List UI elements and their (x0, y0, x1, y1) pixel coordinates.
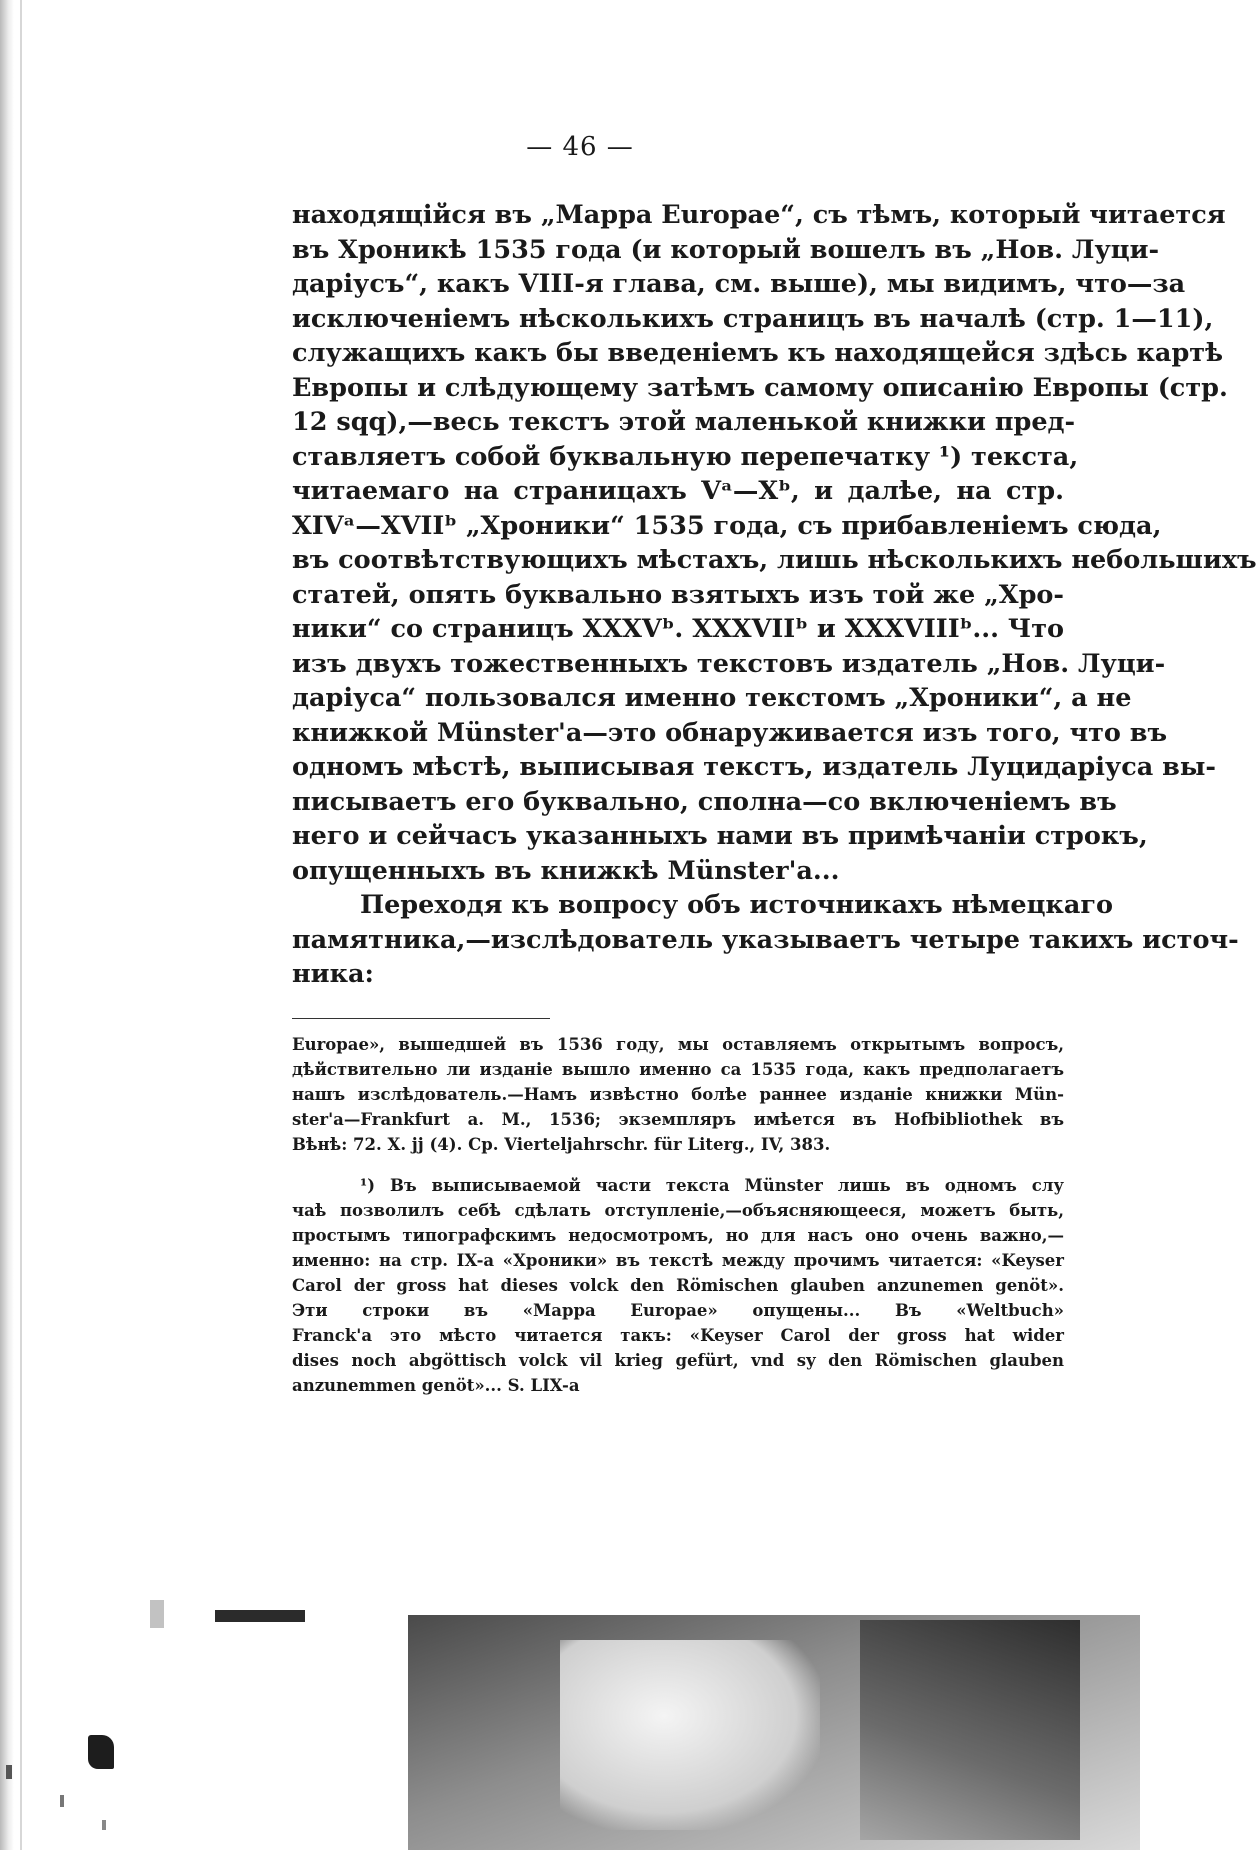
footnote-line: Carol der gross hat dieses volck den Römischen glauben anzunemen genöt». (292, 1276, 1064, 1295)
scan-mark (6, 1765, 12, 1779)
footnote-gap (292, 1157, 1064, 1173)
main-text-block (292, 198, 1257, 992)
body-line: ника: (292, 959, 374, 989)
body-line: статей, опять буквально взятыхъ изъ той же „Хро- (292, 579, 1064, 610)
body-line: опущенныхъ въ книжкѣ Münster'a... (292, 855, 840, 886)
scan-mark (150, 1600, 164, 1628)
body-line: Европы и слѣдующему затѣмъ самому описанію Европы (стр. (292, 372, 1228, 403)
scan-mark (215, 1610, 305, 1622)
scan-left-edge-line (20, 0, 22, 1850)
body-line: даріуса“ пользовался именно текстомъ „Хроники“, а не (292, 683, 1132, 713)
footnote-line: чаѣ позволилъ себѣ сдѣлать отступленіе,—объясняющееся, можетъ быть, (292, 1201, 1064, 1220)
body-line: одномъ мѣстѣ, выписывая текстъ, издатель Луцидаріуса вы- (292, 752, 1217, 782)
page-number: — 46 — (526, 132, 634, 162)
footnote-line: простымъ типографскимъ недосмотромъ, но для насъ оно очень важно,— (292, 1226, 1064, 1245)
footnote-separator (292, 1018, 550, 1019)
footnote-line: Europae», вышедшей въ 1536 году, мы оставляемъ открытымъ вопросъ, (292, 1035, 1064, 1054)
scan-mark (102, 1820, 106, 1830)
footnote-line: dises noch abgöttisch volck vil krieg gefürt, vnd sy den Römischen glauben (292, 1351, 1064, 1370)
scan-artifact-dark-corner (860, 1620, 1080, 1840)
body-line: читаемаго на страницахъ Vᵃ—Xᵇ, и далѣе, на стр. (292, 476, 1064, 506)
body-line: памятника,—изслѣдователь указываетъ четыре такихъ источ- (292, 924, 1239, 955)
body-line: книжкой Münster'a—это обнаруживается изъ того, что въ (292, 717, 1168, 748)
body-line: въ Хроникѣ 1535 года (и который вошелъ въ „Нов. Луци- (292, 234, 1160, 265)
body-line: въ соотвѣтствующихъ мѣстахъ, лишь нѣсколькихъ небольшихъ (292, 545, 1257, 575)
body-line: писываетъ его буквально, сполна—со включеніемъ въ (292, 786, 1117, 817)
footnote-line: дѣйствительно ли изданіе вышло именно са 1535 года, какъ предполагаетъ (292, 1060, 1064, 1079)
footnotes-block (292, 1032, 1064, 1398)
footnote-line: Вѣнѣ: 72. X. jj (4). Ср. Vierteljahrschr. für Literg., IV, 383. (292, 1135, 831, 1154)
footnote-line: ster'a—Frankfurt a. M., 1536; экземпляръ имѣется въ Hofbibliothek въ (292, 1110, 1064, 1129)
footnote-line: Franck'a это мѣсто читается такъ: «Keyser Carol der gross hat wider (292, 1326, 1064, 1345)
body-line: даріусъ“, какъ VIII-я глава, см. выше), мы видимъ, что—за (292, 269, 1186, 299)
body-line: ники“ со страницъ XXXVᵇ. XXXVIIᵇ и XXXVIIIᵇ... Что (292, 614, 1064, 644)
scan-artifact-highlight (560, 1640, 820, 1830)
body-line: ставляетъ собой буквальную перепечатку ¹) текста, (292, 441, 1079, 472)
body-line: находящійся въ „Mappa Europae“, съ тѣмъ, который читается (292, 200, 1226, 230)
footnote-line: именно: на стр. IX-a «Хроники» въ текстѣ между прочимъ читается: «Keyser (292, 1251, 1064, 1270)
footnote-line: anzunemmen genöt»... S. LIX-a (292, 1376, 580, 1395)
scan-mark (88, 1735, 114, 1769)
body-line: XIVᵃ—XVIIᵇ „Хроники“ 1535 года, съ прибавленіемъ сюда, (292, 510, 1162, 541)
body-line: служащихъ какъ бы введеніемъ къ находящейся здѣсь картѣ (292, 338, 1223, 368)
body-line: исключеніемъ нѣсколькихъ страницъ въ началѣ (стр. 1—11), (292, 303, 1214, 334)
scan-left-edge-shadow (0, 0, 14, 1850)
footnote-line: ¹) Въ выписываемой части текста Münster лишь въ одномъ слу (360, 1176, 1064, 1195)
body-line: Переходя къ вопросу объ источникахъ нѣмецкаго (360, 890, 1113, 920)
scan-mark (60, 1795, 64, 1807)
footnote-line: Эти строки въ «Mappa Europae» опущены... Въ «Weltbuch» (292, 1301, 1064, 1320)
body-line: него и сейчасъ указанныхъ нами въ примѣчаніи строкъ, (292, 821, 1148, 851)
body-line: 12 sqq),—весь текстъ этой маленькой книжки пред- (292, 407, 1076, 437)
footnote-line: нашъ изслѣдователь.—Намъ извѣстно болѣе раннее изданіе книжки Mün- (292, 1085, 1064, 1104)
body-line: изъ двухъ тожественныхъ текстовъ издатель „Нов. Луци- (292, 648, 1166, 679)
